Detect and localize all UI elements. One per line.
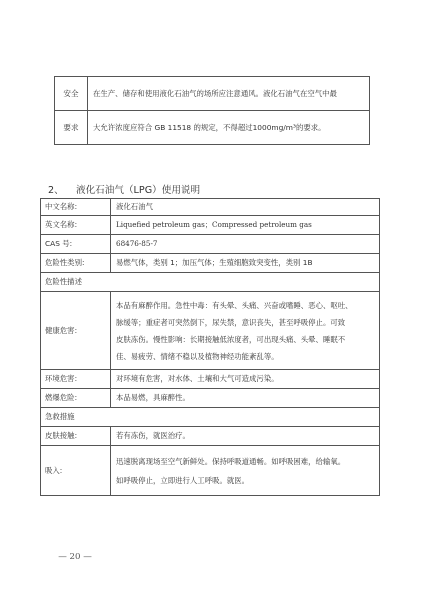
section-number: 2、 xyxy=(48,185,64,196)
skin-contact-label: 皮肤接触: xyxy=(41,427,111,446)
table-row xyxy=(41,216,380,235)
inhalation-value xyxy=(111,446,380,496)
cas-label: CAS 号: xyxy=(41,235,111,254)
health-hazard-line: 本品有麻醉作用。急性中毒：有头晕、头痛、兴奋或嗜睡、恶心、呕吐、 xyxy=(116,300,353,310)
health-hazard-line: 佳、易疲劳、情绪不稳以及植物神经功能紊乱等。 xyxy=(116,351,279,361)
skin-contact-value: 若有冻伤，就医治疗。 xyxy=(111,427,380,446)
table-row xyxy=(41,446,380,496)
chinese-name-value: 液化石油气 xyxy=(111,199,380,216)
explosion-hazard-label: 燃爆危险: xyxy=(41,389,111,408)
health-hazard-line: 脉缓等；重症者可突然倒下，尿失禁，意识丧失，甚至呼吸停止。可致 xyxy=(116,317,346,327)
table-row xyxy=(41,199,380,216)
table-row xyxy=(41,292,380,370)
safety-label-bottom: 要求 xyxy=(55,111,88,145)
section-heading xyxy=(48,182,378,196)
table-row xyxy=(41,254,380,273)
table-row xyxy=(41,389,380,408)
page-number: — 20 — xyxy=(58,552,92,562)
cas-value: 68476-85-7 xyxy=(111,235,380,254)
hazard-class-label: 危险性类别: xyxy=(41,254,111,273)
explosion-hazard-value: 本品易燃，具麻醉性。 xyxy=(111,389,380,408)
section-title: 液化石油气（LPG）使用说明 xyxy=(76,185,201,196)
table-row xyxy=(41,273,380,292)
safety-requirements-table xyxy=(54,76,370,145)
safety-label-top: 安全 xyxy=(55,77,88,111)
english-name-label: 英文名称: xyxy=(41,216,111,235)
health-hazard-value xyxy=(111,292,380,370)
lpg-info-table xyxy=(40,198,380,496)
health-hazard-label: 健康危害: xyxy=(41,292,111,370)
health-hazard-line: 皮肤冻伤。慢性影响：长期接触低浓度者，可出现头痛、头晕、睡眠不 xyxy=(116,334,346,344)
inhalation-label: 吸入: xyxy=(41,446,111,496)
inhalation-line: 如呼吸停止，立即进行人工呼吸。就医。 xyxy=(116,475,250,485)
environment-hazard-value: 对环境有危害，对水体、土壤和大气可造成污染。 xyxy=(111,370,380,389)
hazard-description-header: 危险性描述 xyxy=(41,273,380,292)
table-row xyxy=(41,427,380,446)
environment-hazard-label: 环境危害: xyxy=(41,370,111,389)
hazard-class-value: 易燃气体，类别 1；加压气体；生殖细胞致突变性，类别 1B xyxy=(111,254,380,273)
safety-content-line-2: 大允许浓度应符合 GB 11518 的规定，不得超过1000mg/m³的要求。 xyxy=(88,111,370,145)
safety-content-line-1: 在生产、储存和使用液化石油气的场所应注意通风。液化石油气在空气中最 xyxy=(88,77,370,111)
english-name-value: Liquefied petroleum gas；Compressed petroleum gas xyxy=(111,216,380,235)
chinese-name-label: 中文名称: xyxy=(41,199,111,216)
table-row xyxy=(41,235,380,254)
table-row xyxy=(41,370,380,389)
inhalation-line: 迅速脱离现场至空气新鲜处。保持呼吸道通畅。如呼吸困难，给输氧。 xyxy=(116,456,346,466)
first-aid-header: 急救措施 xyxy=(41,408,380,427)
table-row xyxy=(41,408,380,427)
